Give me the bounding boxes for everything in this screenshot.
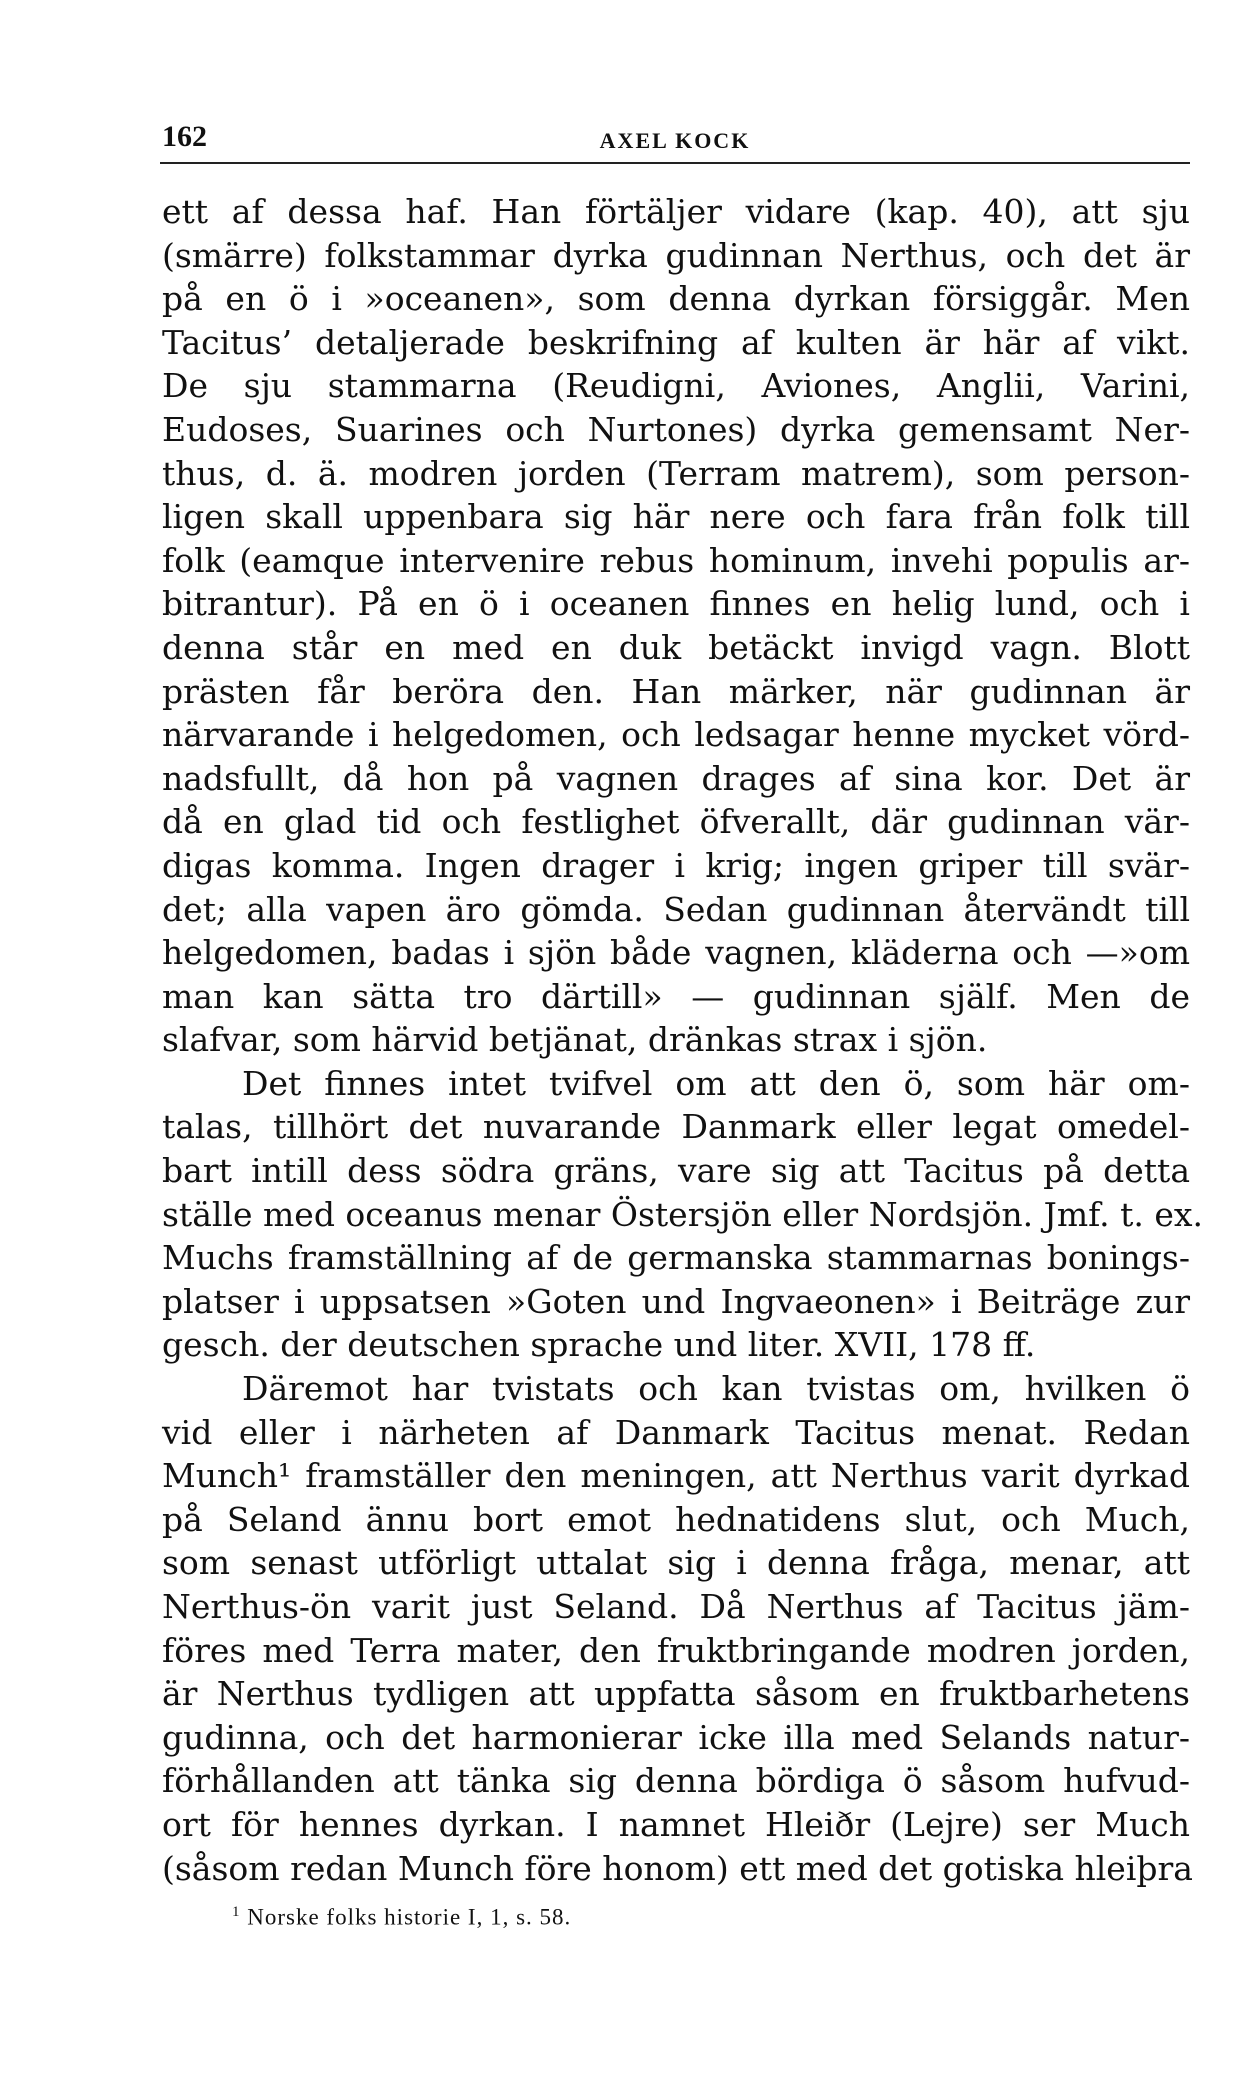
- text-line: Eudoses, Suarines och Nurtones) dyrka gemensamt Ner-: [162, 409, 1190, 449]
- text-line: De sju stammarna (Reudigni, Aviones, Anglii, Varini,: [162, 366, 1190, 406]
- text-line: Nerthus-ön varit just Seland. Då Nerthus af Tacitus jäm-: [162, 1587, 1190, 1626]
- text-line: som senast utförligt uttalat sig i denna fråga, menar, att: [162, 1543, 1190, 1583]
- running-head: AXEL KOCK: [599, 128, 751, 153]
- text-line: ställe med oceanus menar Östersjön eller Nordsjön. Jmf. t. ex.: [162, 1194, 1204, 1234]
- text-line: Tacitus’ detaljerade beskrifning af kulten är här af vikt.: [162, 322, 1190, 362]
- footnote: [232, 1904, 571, 1931]
- page-number: 162: [162, 120, 207, 153]
- text-line: folk (eamque intervenire rebus hominum, invehi populis ar-: [162, 540, 1190, 580]
- text-line: (såsom redan Munch före honom) ett med det gotiska hleiþra: [162, 1848, 1193, 1888]
- text-line: föres med Terra mater, den fruktbringande modren jorden,: [162, 1630, 1190, 1670]
- text-line: prästen får beröra den. Han märker, när gudinnan är: [162, 671, 1190, 711]
- text-line: gudinna, och det harmonierar icke illa med Selands natur-: [162, 1717, 1190, 1757]
- text-line: på en ö i »oceanen», som denna dyrkan försiggår. Men: [162, 279, 1190, 319]
- footnote-text: Norske folks historie I, 1, s. 58.: [247, 1904, 572, 1930]
- text-line: platser i uppsatsen »Goten und Ingvaeonen» i Beiträge zur: [162, 1281, 1190, 1321]
- text-line: nadsfullt, då hon på vagnen drages af sina kor. Det är: [162, 758, 1190, 798]
- text-line: man kan sätta tro därtill» — gudinnan själf. Men de: [162, 976, 1190, 1016]
- text-line: då en glad tid och festlighet öfverallt, där gudinnan vär-: [162, 802, 1190, 842]
- text-line: närvarande i helgedomen, och ledsagar henne mycket vörd-: [162, 715, 1190, 755]
- text-line: helgedomen, badas i sjön både vagnen, kläderna och —»om: [162, 933, 1190, 973]
- text-line: Muchs framställning af de germanska stammarnas bonings-: [162, 1238, 1190, 1278]
- text-line: Munch¹ framställer den meningen, att Nerthus varit dyrkad: [162, 1456, 1190, 1496]
- text-line: är Nerthus tydligen att uppfatta såsom en fruktbarhetens: [162, 1674, 1190, 1714]
- text-line: vid eller i närheten af Danmark Tacitus menat. Redan: [162, 1412, 1190, 1452]
- text-line: gesch. der deutschen sprache und liter. XVII, 178 ff.: [162, 1325, 1036, 1365]
- text-line: Däremot har tvistats och kan tvistas om, hvilken ö: [242, 1369, 1190, 1409]
- page-header: [160, 118, 1190, 164]
- text-line: talas, tillhört det nuvarande Danmark eller legat omedel-: [162, 1107, 1190, 1147]
- text-line: på Seland ännu bort emot hednatidens slut, och Much,: [162, 1499, 1190, 1539]
- text-line: ligen skall uppenbara sig här nere och fara från folk till: [162, 497, 1190, 537]
- text-line: (smärre) folkstammar dyrka gudinnan Nerthus, och det är: [162, 235, 1190, 275]
- text-line: bitrantur). På en ö i oceanen finnes en helig lund, och i: [162, 584, 1190, 624]
- text-line: det; alla vapen äro gömda. Sedan gudinnan återvändt till: [162, 889, 1190, 929]
- text-line: Det finnes intet tvifvel om att den ö, som här om-: [242, 1063, 1190, 1103]
- text-line: digas komma. Ingen drager i krig; ingen griper till svär-: [162, 845, 1190, 885]
- text-line: ort för hennes dyrkan. I namnet Hleiðr (Lejre) ser Much: [162, 1804, 1190, 1844]
- text-line: slafvar, som härvid betjänat, dränkas strax i sjön.: [162, 1020, 988, 1060]
- text-line: bart intill dess södra gräns, vare sig att Tacitus på detta: [162, 1151, 1190, 1191]
- footnote-marker: 1: [232, 1904, 241, 1920]
- text-line: thus, d. ä. modren jorden (Terram matrem), som person-: [162, 453, 1190, 493]
- text-line: ett af dessa haf. Han förtäljer vidare (kap. 40), att sju: [162, 192, 1190, 231]
- text-line: förhållanden att tänka sig denna bördiga ö såsom hufvud-: [162, 1761, 1190, 1801]
- text-line: denna står en med en duk betäckt invigd vagn. Blott: [162, 627, 1190, 667]
- body-text: [162, 190, 1204, 1890]
